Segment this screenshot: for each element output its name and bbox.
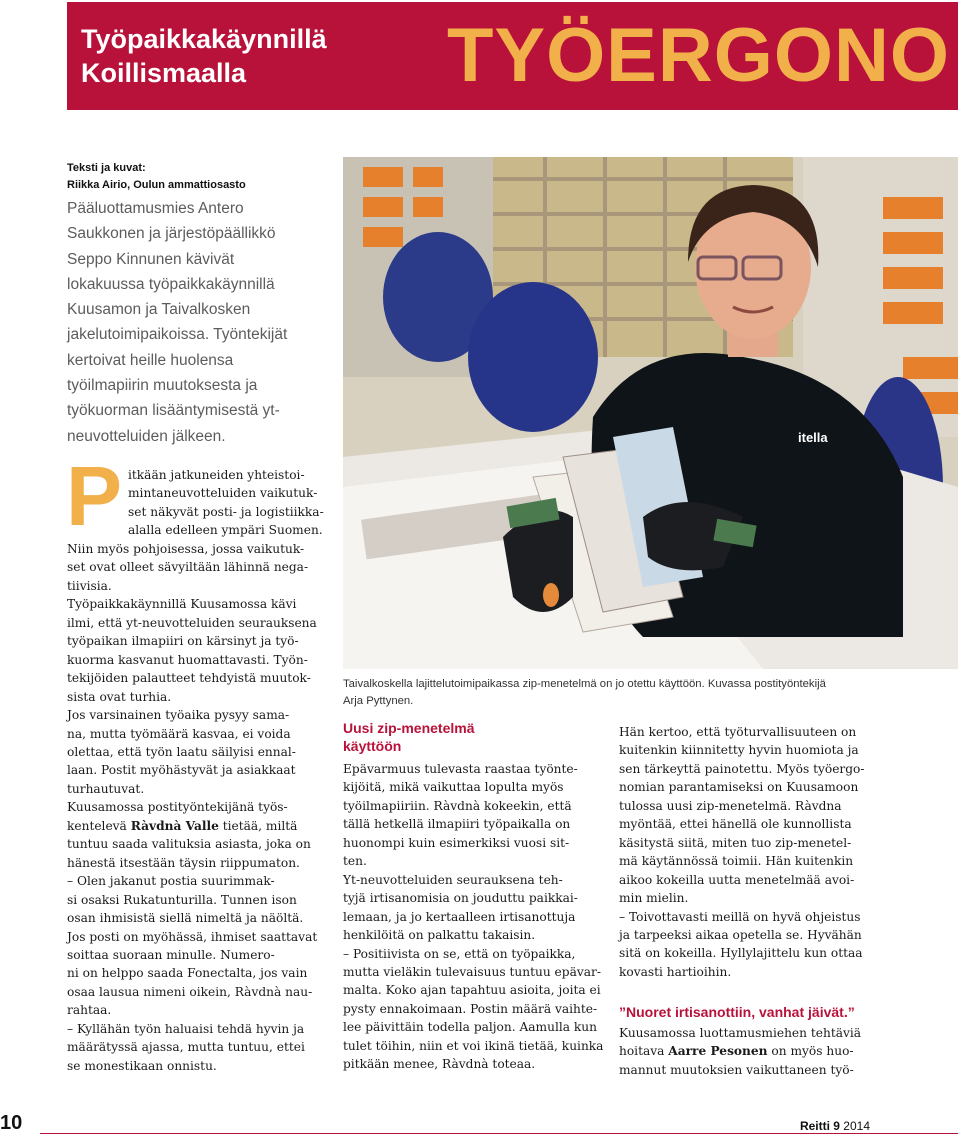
text-line: pysty ennakoimaan. Postin määrä vaihte- <box>343 1001 598 1016</box>
text-line: – Olen jakanut postia suurimmak- <box>67 874 275 889</box>
column2-body <box>343 760 604 1074</box>
text-line: set näkyvät posti- ja logistiikka- <box>128 504 324 519</box>
text-line: tekijöiden palautteet tehdyistä muutok- <box>67 671 311 686</box>
text-line: henkilöitä on palkattu takaisin. <box>343 928 536 943</box>
column1-body <box>67 540 342 1075</box>
text-line: tällä hetkellä ilmapiiri työpaikalla on <box>343 817 571 832</box>
text-line: lee päivittäin todella paljon. Aamulla kun <box>343 1020 597 1035</box>
text-line: työilmapiiriin. Ràvdnà kokeekin, että <box>343 798 572 813</box>
text-line: kovasti hartioihin. <box>619 964 732 979</box>
banner-subtitle-line2: Koillismaalla <box>81 58 247 88</box>
text-line: kentelevä Ràvdnà Valle tietää, miltä <box>67 818 298 833</box>
text-line: ni on helppo saada Fonectalta, jos vain <box>67 966 308 981</box>
text-line: Jos posti on myöhässä, ihmiset saattavat <box>67 929 318 944</box>
publication-year: 2014 <box>843 1119 870 1133</box>
text-line: malta. Koko ajan tapahtuu asioita, joita ei <box>343 983 601 998</box>
article-photo <box>343 157 958 669</box>
text-line: mutta vieläkin tulevaisuus tuntuu epävar- <box>343 964 601 979</box>
publication-name <box>800 1119 870 1133</box>
photo-caption <box>343 676 943 710</box>
lead-line: Pääluottamusmies Antero <box>67 200 244 217</box>
text-line: se monestikaan onnistu. <box>67 1058 217 1073</box>
text-line: myöntää, ettei hänellä ole kunnollista <box>619 817 852 832</box>
text-line: Kuusamossa postityöntekijänä työs- <box>67 800 288 815</box>
text-line: tulet töihin, niin et voi ikinä tietää, kuinka <box>343 1038 604 1053</box>
text-line: si osaksi Rukatunturilla. Tunnen ison <box>67 892 297 907</box>
lead-line: Saukkonen ja järjestöpäällikkö <box>67 225 276 243</box>
column1-intro <box>128 466 342 540</box>
worker-photo-illustration <box>343 157 958 669</box>
subheading-zip-line1: Uusi zip-menetelmä <box>343 720 475 736</box>
text-line: Jos varsinainen työaika pysyy sama- <box>67 708 290 723</box>
text-line: määrätyssä ajassa, mutta tuntuu, ettei <box>67 1040 305 1055</box>
text-line: mannut muutoksien vaikuttaneen työ- <box>619 1062 854 1077</box>
footer-rule <box>40 1133 958 1134</box>
text-line: tyjä irtisanomisia on jouduttu paikkai- <box>343 891 578 906</box>
text-line: ja tarpeeksi aikaa opetella se. Hyvähän <box>619 927 862 942</box>
subheading-zip <box>343 719 474 755</box>
text-line: hänestä itsestään täysin riippumaton. <box>67 855 300 870</box>
page-number: 10 <box>0 1112 23 1134</box>
byline-label: Teksti ja kuvat: <box>67 162 146 174</box>
lead-line: työilmapiirin muutoksesta ja <box>67 377 258 395</box>
text-line: – Kyllähän työn haluaisi tehdä hyvin ja <box>67 1021 305 1036</box>
text-line: Kuusamossa luottamusmiehen tehtäviä <box>619 1026 862 1040</box>
text-line: – Positiivista on se, että on työpaikka, <box>343 946 576 961</box>
text-line: nomian parantamiseksi on Kuusamoon <box>619 780 859 795</box>
text-line: työpaikan ilmapiiri on kärsinyt ja työ- <box>67 634 299 649</box>
text-line: mintaneuvotteluiden vaikutuk- <box>128 486 318 501</box>
text-line: Niin myös pohjoisessa, jossa vaikutuk- <box>67 542 305 556</box>
lead-line: kertoivat heille huolensa <box>67 351 234 369</box>
lead-line: jakelutoimipaikoissa. Työntekijät <box>67 326 288 344</box>
column3-body <box>619 723 879 981</box>
text-line: olettaa, että työn laatu säilyisi ennal- <box>67 744 296 759</box>
byline-author: Riikka Airio, Oulun ammattiosasto <box>67 179 246 191</box>
publication-title: Reitti 9 <box>799 1119 840 1133</box>
subheading-quote: ”Nuoret irtisanottiin, vanhat jäivät.” <box>619 1004 855 1020</box>
text-line: turhautuvat. <box>67 781 145 796</box>
text-line: tiivisia. <box>67 578 112 593</box>
banner-subtitle-line1: Työpaikkakäynnillä <box>81 24 327 54</box>
header-banner <box>67 2 958 110</box>
text-line: hoitava Aarre Pesonen on myös huo- <box>619 1044 854 1059</box>
banner-title: TYÖERGONO <box>446 13 950 98</box>
text-line: ilmi, että yt-neuvotteluiden seurauksena <box>67 615 317 630</box>
caption-line1: Taivalkoskella lajittelutoimipaikassa zip-menetelmä on jo otettu käyttöön. Kuvassa postityöntekijä <box>343 678 826 690</box>
text-line: laan. Postit myöhästyvät ja asiakkaat <box>67 763 296 778</box>
text-line: kuitenkin kiinnitetty hyvin huomiota ja <box>619 743 859 758</box>
lead-line: Seppo Kinnunen kävivät <box>67 250 235 268</box>
text-line: min mielin. <box>619 891 689 906</box>
caption-line2: Arja Pyttynen. <box>343 695 414 707</box>
text-line: huonompi kuin esimerkiksi vuosi sit- <box>343 835 570 850</box>
text-line: Työpaikkakäynnillä Kuusamossa kävi <box>67 597 297 612</box>
lead-line: Kuusamon ja Taivalkosken <box>67 301 251 319</box>
text-line: set ovat olleet sävyiltään lähinnä nega- <box>67 560 309 575</box>
text-line: aikoo kokeilla uutta menetelmää avoi- <box>619 872 855 887</box>
subheading-zip-line2: käyttöön <box>343 738 402 754</box>
text-line: sista ovat turhia. <box>67 689 172 704</box>
text-line: tuntuu saada valituksia asiasta, joka on <box>67 837 311 852</box>
text-line: kuorma kasvanut huomattavasti. Työn- <box>67 652 308 667</box>
text-line: Hän kertoo, että työturvallisuuteen on <box>619 725 857 739</box>
lead-line: neuvotteluiden jälkeen. <box>67 427 226 445</box>
lead-line: työkuorman lisääntymisestä yt- <box>67 402 280 420</box>
text-line: itkään jatkuneiden yhteistoi- <box>128 468 305 482</box>
text-line: sen tärkeyttä painotettu. Myös työergo- <box>619 761 865 776</box>
text-line: rahtaa. <box>67 1003 112 1018</box>
drop-cap: P <box>66 449 123 543</box>
byline <box>67 160 246 194</box>
text-line: käsitystä siitä, miten tuo zip-menetel- <box>619 835 852 850</box>
text-line: kijöitä, mikä vaikuttaa lopulta myös <box>343 780 564 795</box>
text-line: mä käytännössä toimii. Hän kuitenkin <box>619 854 854 869</box>
text-line: osaa lausua nimeni oikein, Ràvdnà nau- <box>67 984 313 999</box>
text-line: sitä on kokeilla. Hyllylajittelu kun ottaa <box>619 946 863 961</box>
banner-subtitle <box>81 22 327 90</box>
text-line: soittaa suoraan minulle. Numero- <box>67 947 275 962</box>
text-line: Yt-neuvotteluiden seurauksena teh- <box>343 872 563 887</box>
text-line: lemaan, ja jo kertaalleen irtisanottuja <box>343 909 576 924</box>
text-line: tulossa uusi zip-menetelmä. Ràvdna <box>619 798 842 813</box>
text-line: na, mutta työmäärä kasvaa, ei voida <box>67 726 291 741</box>
text-line: – Toivottavasti meillä on hyvä ohjeistus <box>619 909 861 924</box>
lead-line: lokakuussa työpaikkakäynnillä <box>67 275 275 293</box>
shirt-logo: itella <box>798 430 828 445</box>
column3-body-end <box>619 1024 879 1079</box>
text-line: alalla edelleen ympäri Suomen. <box>128 523 323 538</box>
lead-paragraph <box>67 196 342 449</box>
text-line: osan ihmisistä siellä nimeltä ja näöltä. <box>67 911 304 926</box>
text-line: ten. <box>343 854 367 869</box>
text-line: Epävarmuus tulevasta raastaa työnte- <box>343 762 578 776</box>
text-line: pitkään menee, Ràvdnà toteaa. <box>343 1057 536 1072</box>
